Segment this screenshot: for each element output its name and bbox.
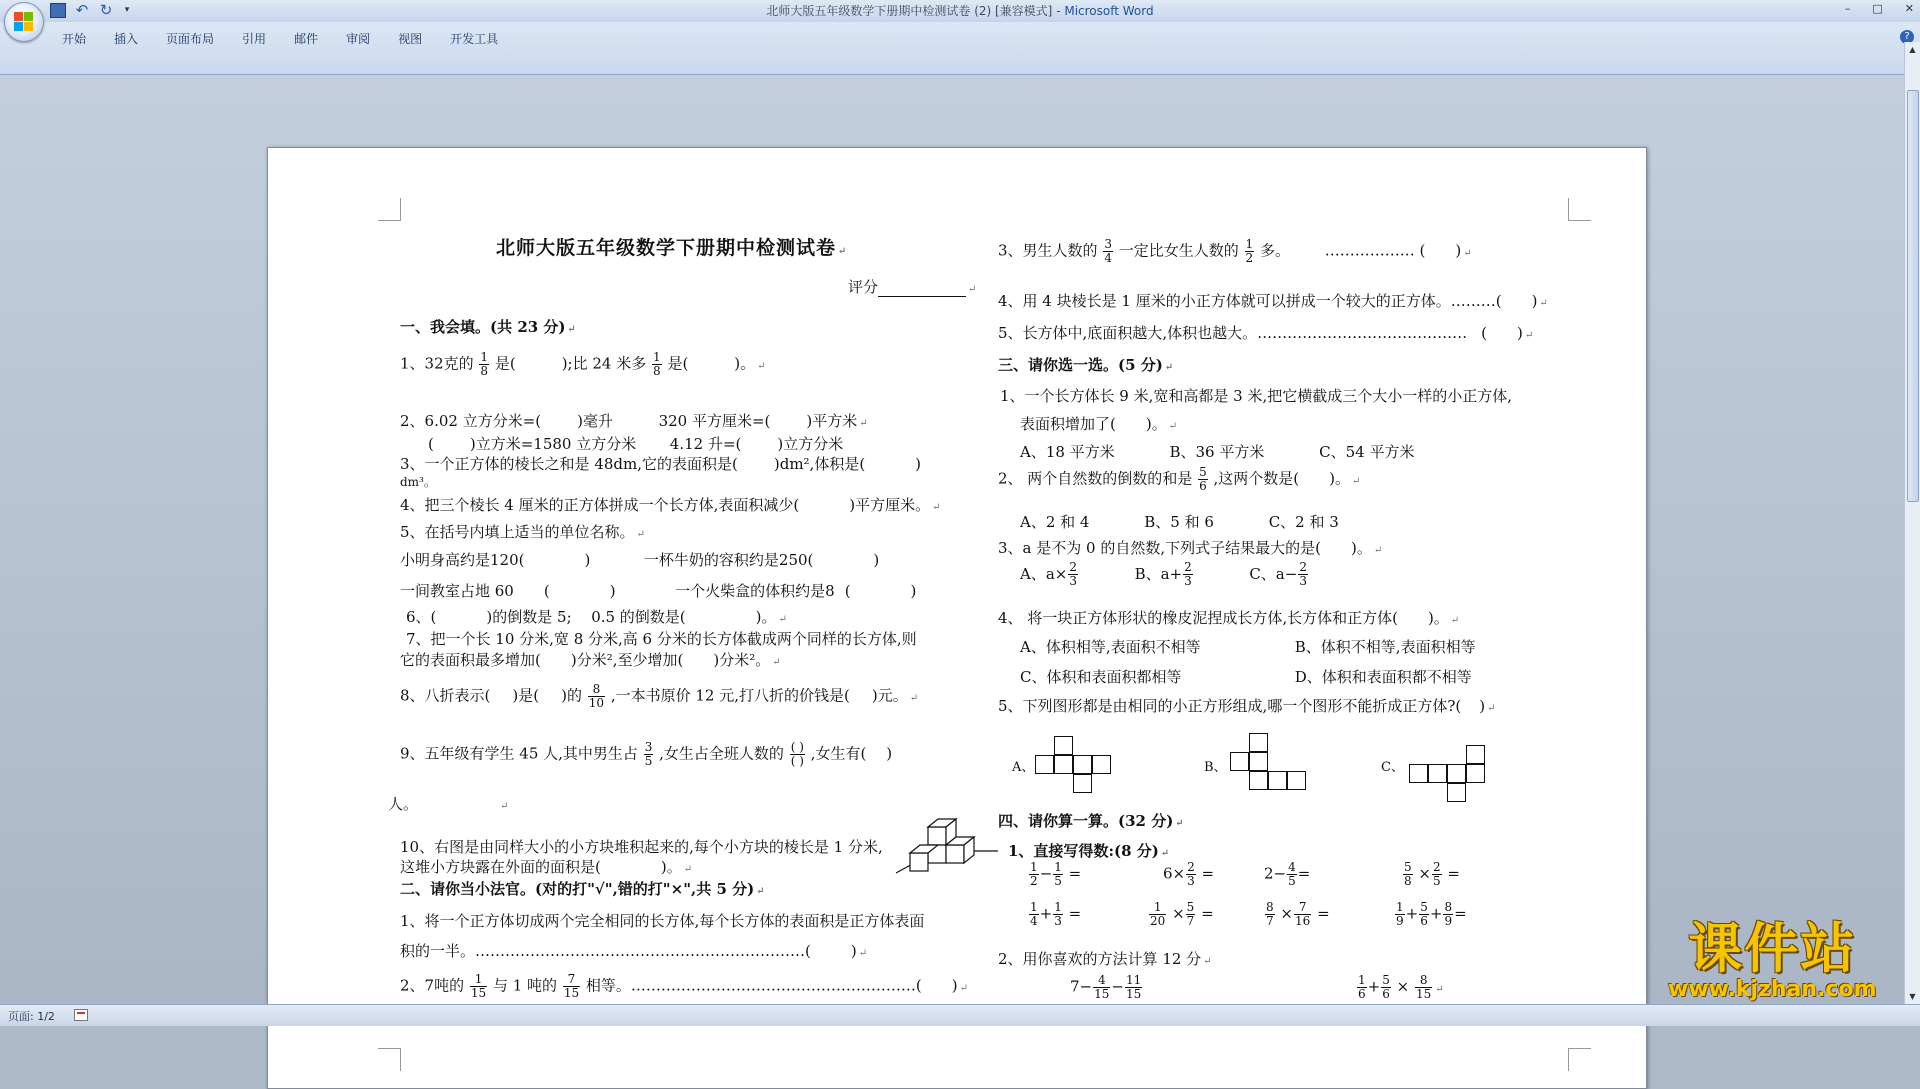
fraction: $\frac{3}{5}$ [644,740,653,768]
score-blank[interactable] [878,282,966,297]
fraction: $\frac{8}{10}$ [588,682,605,710]
question: 5、在括号内填上适当的单位名称。 ↵ [400,523,645,541]
question-cont: 它的表面积最多增加( )分米²,至少增加( )分米²。 ↵ [400,651,781,669]
calc-item: 6× $\frac{2}{3}$ = [1163,860,1215,888]
section-2-heading: 二、请你当小法官。(对的打"√",错的打"×",共 5 分) ↵ [400,880,765,898]
option-a[interactable]: A、2 和 4 [1020,513,1090,531]
calc-item: 7− $\frac{4}{15}$ − $\frac{11}{15}$ [1070,973,1142,1001]
watermark-logo: 课件站 www.kjzhan.com [1668,917,1877,1002]
option-c[interactable]: C、a− $\frac{2}{3}$ [1249,560,1307,588]
fraction: $\frac{7}{15}$ [563,972,580,1000]
question: 3、一个正方体的棱长之和是 48dm,它的表面积是( )dm²,体积是( ) [400,455,922,473]
redo-icon[interactable]: ↻ [99,1,113,19]
question-cont: 这堆小方块露在外面的面积是( )。 ↵ [400,858,693,876]
tab-references[interactable]: 引用 [242,32,267,46]
scroll-thumb[interactable] [1907,90,1919,502]
question: 2、6.02 立方分米=( )毫升 320 平方厘米=( )平方米 ↵ [400,412,868,430]
calc-item: $\frac{8}{7}$ × $\frac{7}{16}$ = [1266,900,1330,928]
tab-developer[interactable]: 开发工具 [450,32,499,46]
crop-mark [1568,1048,1591,1071]
question: 7、把一个长 10 分米,宽 8 分米,高 6 分米的长方体截成两个同样的长方体,则 [406,630,917,648]
help-icon[interactable]: ? [1900,30,1914,44]
question-cont: 小明身高约是120( ) 一杯牛奶的容积约是250( ) [400,551,880,569]
question: 8、八折表示( )是( )的 $\frac{8}{10}$ ,一本书原价 12 元,打八折的价钱是( )元。 ↵ [400,682,919,710]
option-row [1020,441,1415,462]
fraction: $\frac{1}{2}$ [1245,237,1254,265]
save-icon[interactable] [50,3,66,18]
section-4-heading: 四、请你算一算。(32 分) ↵ [998,812,1184,830]
question: 3、男生人数的 $\frac{3}{4}$ 一定比女生人数的 $\frac{1}{2}$ 多。 ……………… ( ) ↵ [998,237,1472,265]
option-row [1020,636,1476,657]
vertical-scrollbar[interactable] [1904,42,1920,1004]
customize-qat-icon[interactable]: ▾ [124,5,130,15]
tab-insert[interactable]: 插入 [114,32,139,46]
question: 2、 两个自然数的倒数的和是 $\frac{5}{6}$ ,这两个数是( )。 ↵ [998,465,1361,493]
document-area [0,75,1905,1004]
window-controls [1845,2,1914,15]
option-d[interactable]: D、体积和表面积都不相等 [1294,668,1472,686]
ribbon [0,22,1920,75]
option-row [1020,511,1339,532]
fraction: $\frac{3}{4}$ [1104,237,1112,265]
question-cont: 积的一半。…………………………………………………………( ) ↵ [400,942,868,960]
tab-review[interactable]: 审阅 [346,32,371,46]
option-c[interactable]: C、2 和 3 [1268,513,1339,531]
net-label-c: C、 [1381,760,1404,775]
question: 5、长方体中,底面积越大,体积也越大。…………………………………… ( ) ↵ [998,324,1534,342]
quick-access-toolbar [50,3,132,18]
question: 2、7吨的 $\frac{1}{15}$ 与 1 吨的 $\frac{7}{15}$ 相等。…………………………………………………( ) ↵ [400,972,968,1000]
score-line: 评分 ↵ [848,278,977,296]
tab-home[interactable]: 开始 [62,32,87,46]
question: 4、 将一块正方体形状的橡皮泥捏成长方体,长方体和正方体( )。 ↵ [998,609,1460,627]
document-title: 北师大版五年级数学下册期中检测试卷 ↵ [496,237,848,259]
window-title: 北师大版五年级数学下册期中检测试卷 (2) [兼容模式] - Microsoft Word [766,4,1154,18]
question-cont: 表面积增加了( )。 ↵ [1020,415,1178,433]
sub-heading: 1、直接写得数:(8 分) ↵ [1008,842,1170,860]
tab-view[interactable]: 视图 [398,32,423,46]
fraction: $\frac{1}{15}$ [470,972,487,1000]
net-label-b: B、 [1204,760,1227,775]
calc-item: $\frac{1}{4}$ + $\frac{1}{3}$ = [1030,900,1082,928]
crop-mark [378,1048,401,1071]
ribbon-tabs [48,30,512,48]
close-button[interactable]: ✕ [1904,2,1914,15]
crop-mark [378,198,401,221]
maximize-button[interactable]: □ [1872,2,1883,15]
option-b[interactable]: B、体积不相等,表面积相等 [1294,638,1476,656]
scroll-up-icon[interactable]: ▲ [1909,45,1916,54]
section-1-heading: 一、我会填。(共 23 分) ↵ [400,318,576,336]
status-bar [0,1004,1920,1026]
proofing-icon[interactable] [74,1009,88,1021]
option-a[interactable]: A、18 平方米 [1020,443,1115,461]
fraction-blank[interactable]: ( ) ( ) [790,740,804,768]
calc-item: 2− $\frac{4}{5}$ = [1264,860,1311,888]
office-logo-icon [14,12,34,32]
calc-item: $\frac{1}{9}$ + $\frac{5}{6}$ + $\frac{8}{9}$ = [1396,900,1467,928]
question: 3、a 是不为 0 的自然数,下列式子结果最大的是( )。 ↵ [998,539,1383,557]
calc-item: $\frac{1}{20}$ × $\frac{5}{7}$ = [1150,900,1214,928]
undo-icon[interactable]: ↶ [75,1,89,19]
fraction: $\frac{5}{6}$ [1199,465,1207,493]
option-row [1020,561,1309,588]
question: 4、用 4 块棱长是 1 厘米的小正方体就可以拼成一个较大的正方体。………( ) ↵ [998,292,1548,310]
sub-heading: 2、用你喜欢的方法计算 12 分 ↵ [998,950,1212,968]
calc-item: $\frac{1}{2}$ − $\frac{1}{5}$ = [1030,860,1082,888]
option-a[interactable]: A、a× $\frac{2}{3}$ [1020,560,1077,588]
fraction: $\frac{1}{8}$ [653,350,661,378]
question: 4、把三个棱长 4 厘米的正方体拼成一个长方体,表面积减少( )平方厘米。 ↵ [400,496,941,514]
option-b[interactable]: B、a+ $\frac{2}{3}$ [1134,560,1192,588]
scroll-down-icon[interactable]: ▼ [1909,992,1916,1001]
calc-item: $\frac{1}{6}$ + $\frac{5}{6}$ × $\frac{8}{15}$ ↵ [1358,973,1444,1001]
question: 5、下列图形都是由相同的小正方形组成,哪一个图形不能折成正方体?( ) ↵ [998,697,1496,715]
tab-mailings[interactable]: 邮件 [294,32,319,46]
question-cont: dm³。 [400,475,436,489]
option-c[interactable]: C、体积和表面积都相等 [1020,668,1182,686]
section-3-heading: 三、请你选一选。(5 分) ↵ [998,356,1174,374]
question: 9、五年级有学生 45 人,其中男生占 $\frac{3}{5}$ ,女生占全班人数的 ( ) ( ) ,女生有( ) [400,740,893,768]
question-cont: 人。 ↵ [388,795,509,813]
calc-item: $\frac{5}{8}$ × $\frac{2}{5}$ = [1404,860,1460,888]
question-cont: ( )立方米=1580 立方分米 4.12 升=( )立方分米 [428,435,844,453]
document-page[interactable] [267,147,1647,1089]
crop-mark [1568,198,1591,221]
fraction: $\frac{1}{8}$ [480,350,489,378]
cube-stack-figure [888,793,1008,883]
tab-page-layout[interactable]: 页面布局 [166,32,215,46]
option-a[interactable]: A、体积相等,表面积不相等 [1020,638,1201,656]
question: 1、32克的 $\frac{1}{8}$ 是( );比 24 米多 $\frac{1}{8}$ 是( )。 ↵ [400,350,766,378]
page-count[interactable]: 页面: 1/2 [8,1010,55,1023]
title-bar [0,0,1920,22]
net-label-a: A、 [1012,760,1035,775]
minimize-button[interactable]: – [1844,2,1851,15]
option-row [1020,666,1472,687]
option-b[interactable]: B、5 和 6 [1144,513,1214,531]
question: 1、将一个正方体切成两个完全相同的长方体,每个长方体的表面积是正方体表面 [400,912,925,930]
question: 1、一个长方体长 9 米,宽和高都是 3 米,把它横截成三个大小一样的小正方体, [1000,387,1513,405]
question: 10、右图是由同样大小的小方块堆积起来的,每个小方块的棱长是 1 分米, [400,838,883,856]
question: 6、( )的倒数是 5; 0.5 的倒数是( )。 ↵ [406,608,787,626]
office-button[interactable] [4,2,44,42]
question-cont: 一间教室占地 60 ( ) 一个火柴盒的体积约是8 ( ) [400,582,917,600]
option-c[interactable]: C、54 平方米 [1319,443,1415,461]
option-b[interactable]: B、36 平方米 [1169,443,1265,461]
